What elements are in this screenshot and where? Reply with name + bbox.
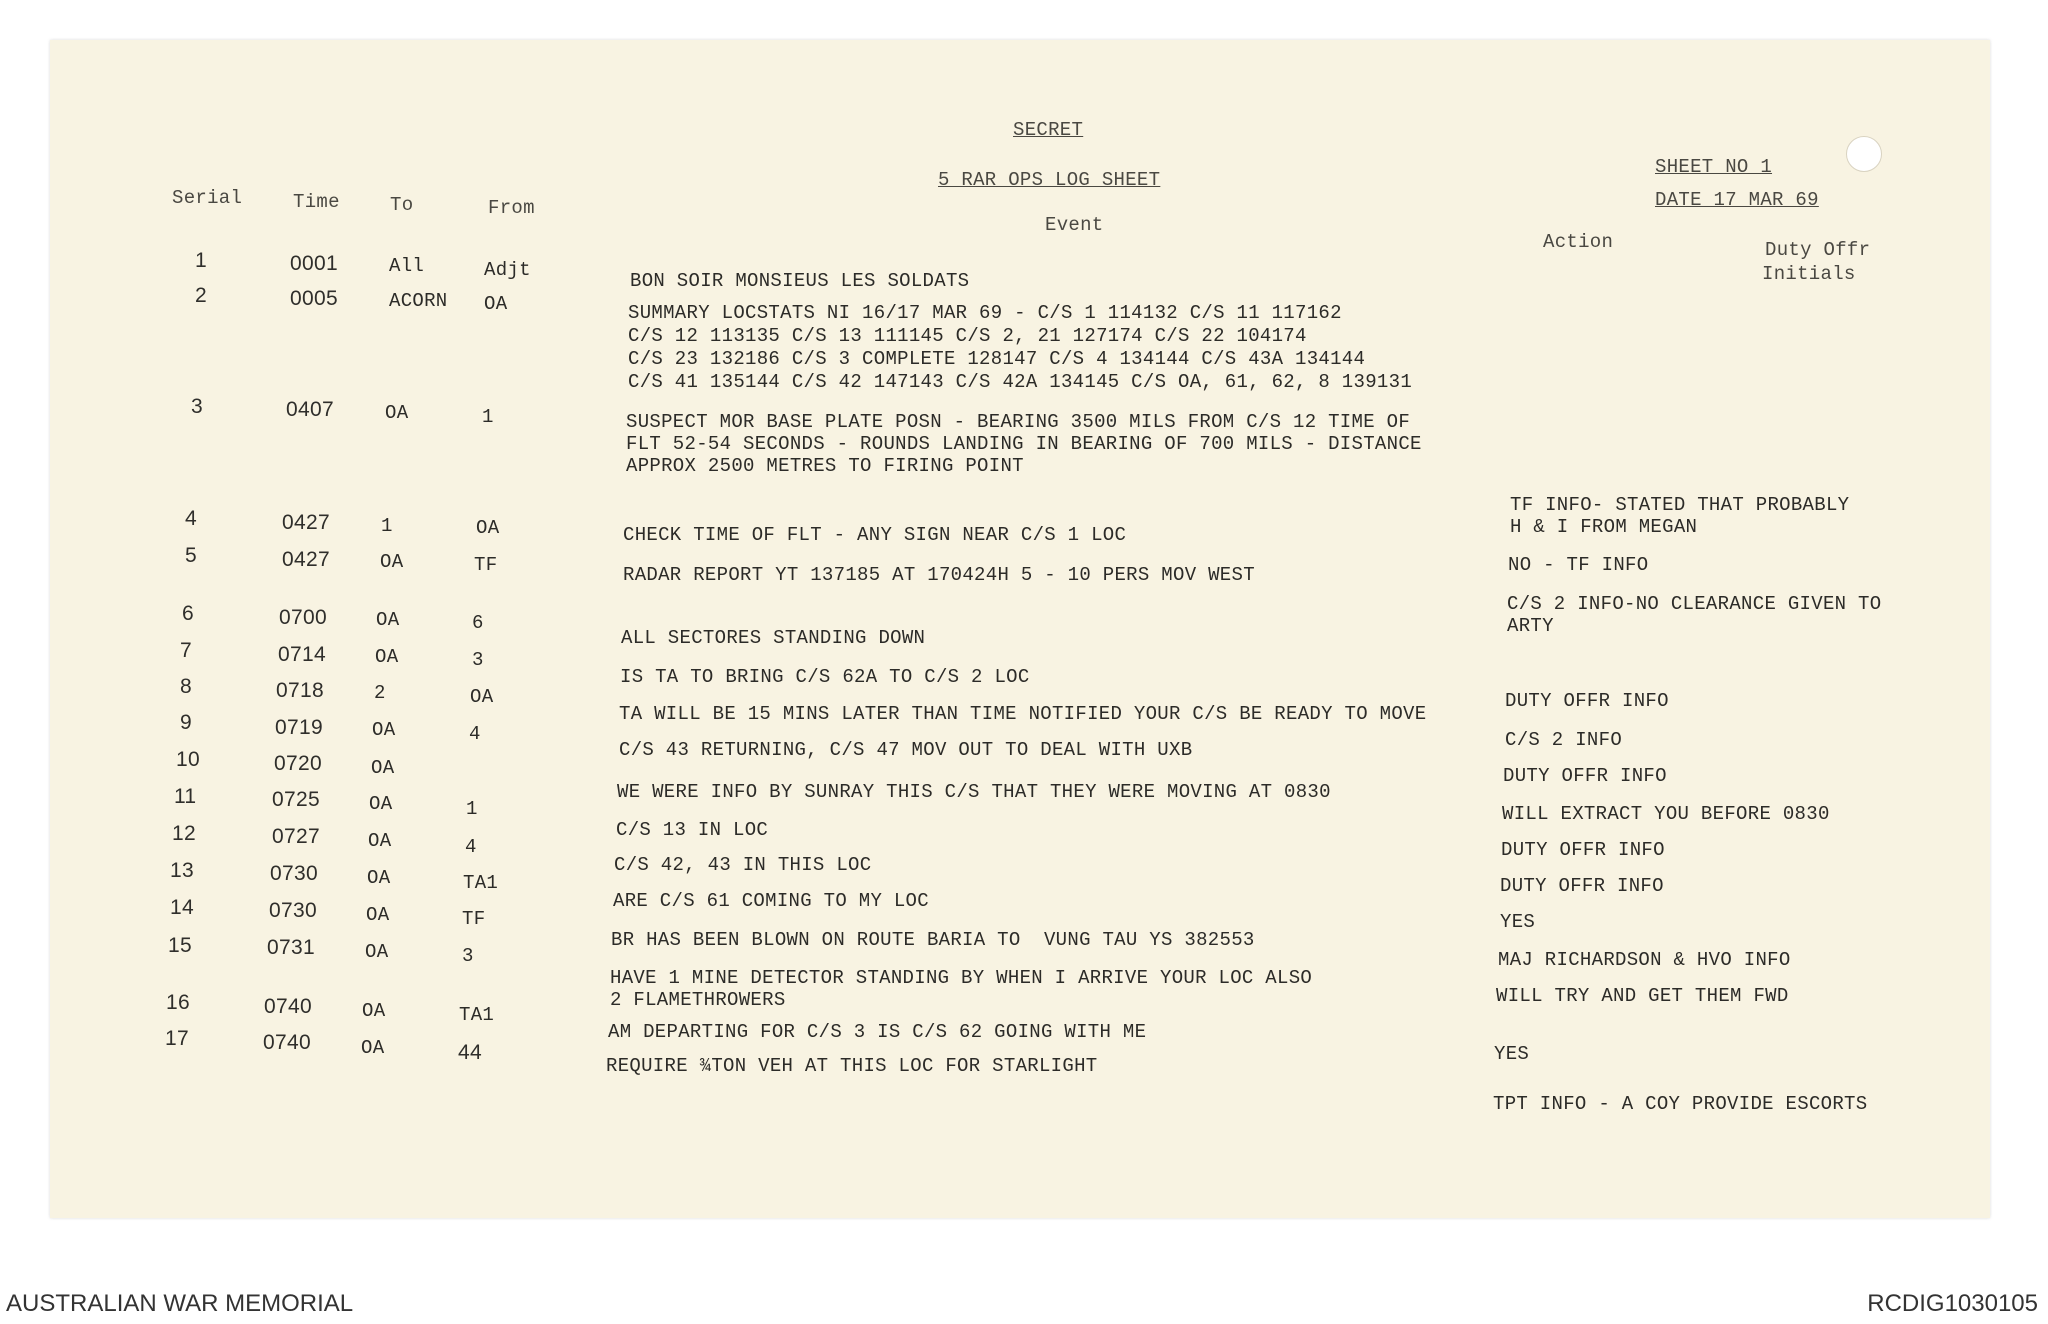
row-time: 0714 — [278, 643, 326, 666]
row-serial: 11 — [174, 785, 197, 808]
row-action-line: DUTY OFFR INFO — [1501, 839, 1665, 861]
row-time: 0740 — [263, 1031, 311, 1054]
row-event-line: C/S 13 IN LOC — [616, 819, 769, 841]
row-event-line: IS TA TO BRING C/S 62A TO C/S 2 LOC — [620, 666, 1030, 688]
column-heading-action: Action — [1543, 231, 1614, 253]
row-time: 0005 — [290, 287, 338, 310]
row-event — [606, 1055, 1098, 1119]
row-event-line: ARE C/S 61 COMING TO MY LOC — [613, 890, 929, 912]
row-action-line: C/S 2 INFO-NO CLEARANCE GIVEN TO — [1507, 593, 1882, 615]
row-to: OA — [385, 402, 409, 424]
row-action — [1493, 1093, 1868, 1157]
row-action-line: WILL TRY AND GET THEM FWD — [1496, 985, 1789, 1007]
row-from: 4 — [469, 723, 481, 745]
row-action-line: MAJ RICHARDSON & HVO INFO — [1498, 949, 1791, 971]
row-from: 1 — [482, 406, 494, 428]
row-action — [1496, 985, 1789, 1049]
column-heading-event: Event — [1045, 214, 1104, 236]
row-from: OA — [484, 293, 508, 315]
row-to: OA — [380, 551, 404, 573]
punch-hole — [1846, 136, 1882, 172]
column-heading-initials-line-1: Duty Offr — [1765, 239, 1871, 261]
row-to: OA — [372, 719, 396, 741]
row-time: 0730 — [269, 899, 317, 922]
row-action-line: H & I FROM MEGAN — [1510, 516, 1698, 538]
row-serial: 16 — [166, 991, 190, 1014]
row-event-line: AM DEPARTING FOR C/S 3 IS C/S 62 GOING WITH ME — [608, 1021, 1147, 1043]
sheet-date: DATE 17 MAR 69 — [1655, 189, 1819, 211]
row-time: 0727 — [272, 825, 320, 848]
row-event-line: C/S 43 RETURNING, C/S 47 MOV OUT TO DEAL WITH UXB — [619, 739, 1193, 761]
document-title: 5 RAR OPS LOG SHEET — [938, 169, 1161, 191]
row-from: TA1 — [463, 872, 499, 894]
row-to: 1 — [381, 515, 393, 537]
row-action-line: TPT INFO - A COY PROVIDE ESCORTS — [1493, 1093, 1868, 1115]
row-serial: 3 — [191, 395, 203, 418]
row-action-line: C/S 2 INFO — [1505, 729, 1623, 751]
row-serial: 9 — [180, 711, 192, 734]
row-time: 0700 — [279, 606, 327, 629]
row-time: 0725 — [272, 788, 320, 811]
row-event-line: HAVE 1 MINE DETECTOR STANDING BY WHEN I ARRIVE YOUR LOC ALSO — [610, 967, 1313, 989]
row-time: 0720 — [274, 752, 322, 775]
row-serial: 8 — [180, 675, 192, 698]
row-event — [626, 411, 1422, 517]
row-event-line: BON SOIR MONSIEUS LES SOLDATS — [630, 270, 970, 292]
row-event — [623, 564, 1255, 628]
row-from: OA — [476, 517, 500, 539]
row-event-line: APPROX 2500 METRES TO FIRING POINT — [626, 455, 1024, 477]
row-from: 1 — [466, 798, 478, 820]
row-action-line: YES — [1500, 911, 1536, 933]
row-event-line: C/S 42, 43 IN THIS LOC — [614, 854, 872, 876]
row-to: OA — [369, 793, 393, 815]
row-from: 44 — [458, 1041, 482, 1064]
row-time: 0407 — [286, 398, 334, 421]
row-event-line: C/S 12 113135 C/S 13 111145 C/S 2, 21 127174 C/S 22 104174 — [628, 325, 1307, 347]
row-action-line: DUTY OFFR INFO — [1503, 765, 1667, 787]
document-sheet — [50, 40, 1990, 1218]
row-time: 0730 — [270, 862, 318, 885]
row-serial: 10 — [176, 748, 200, 771]
row-serial: 7 — [180, 639, 192, 662]
row-serial: 17 — [165, 1027, 189, 1050]
column-heading-initials-line-2: Initials — [1762, 263, 1856, 285]
row-time: 0719 — [275, 716, 323, 739]
row-from: 4 — [465, 836, 477, 858]
row-serial: 13 — [170, 859, 194, 882]
row-from: TF — [474, 554, 498, 576]
row-to: OA — [367, 867, 391, 889]
column-heading-time: Time — [293, 191, 340, 213]
row-action-line: YES — [1494, 1043, 1530, 1065]
row-from: TF — [462, 908, 486, 930]
row-to: OA — [362, 1000, 386, 1022]
row-serial: 14 — [170, 896, 194, 919]
row-event-line: WE WERE INFO BY SUNRAY THIS C/S THAT THEY WERE MOVING AT 0830 — [617, 781, 1331, 803]
row-event-line: TA WILL BE 15 MINS LATER THAN TIME NOTIFIED YOUR C/S BE READY TO MOVE — [619, 703, 1427, 725]
row-event-line: REQUIRE ¾TON VEH AT THIS LOC FOR STARLIGHT — [606, 1055, 1098, 1077]
row-time: 0718 — [276, 679, 324, 702]
row-serial: 6 — [182, 602, 194, 625]
classification-marking: SECRET — [1013, 119, 1084, 141]
row-event-line: FLT 52-54 SECONDS - ROUNDS LANDING IN BEARING OF 700 MILS - DISTANCE — [626, 433, 1422, 455]
row-to: OA — [371, 757, 395, 779]
row-event-line: SUSPECT MOR BASE PLATE POSN - BEARING 3500 MILS FROM C/S 12 TIME OF — [626, 411, 1411, 433]
row-to: OA — [376, 609, 400, 631]
row-time: 0427 — [282, 511, 330, 534]
row-action-line: ARTY — [1507, 615, 1554, 637]
row-to: OA — [375, 646, 399, 668]
row-event-line: RADAR REPORT YT 137185 AT 170424H 5 - 10 PERS MOV WEST — [623, 564, 1255, 586]
row-to: OA — [368, 830, 392, 852]
row-event-line: C/S 41 135144 C/S 42 147143 C/S 42A 134145 C/S OA, 61, 62, 8 139131 — [628, 371, 1413, 393]
row-event-line: C/S 23 132186 C/S 3 COMPLETE 128147 C/S 4 134144 C/S 43A 134144 — [628, 348, 1366, 370]
row-action-line: NO - TF INFO — [1508, 554, 1649, 576]
row-action-line: WILL EXTRACT YOU BEFORE 0830 — [1502, 803, 1830, 825]
sheet-number: SHEET NO 1 — [1655, 156, 1773, 178]
row-to: ACORN — [389, 290, 448, 312]
row-to: 2 — [374, 682, 386, 704]
row-action-line: TF INFO- STATED THAT PROBABLY — [1510, 494, 1850, 516]
row-event-line: BR HAS BEEN BLOWN ON ROUTE BARIA TO VUNG TAU YS 382553 — [611, 929, 1255, 951]
row-time: 0740 — [264, 995, 312, 1018]
row-serial: 1 — [195, 249, 207, 272]
row-from: Adjt — [484, 259, 531, 281]
column-heading-serial: Serial — [172, 187, 243, 209]
archive-reference: RCDIG1030105 — [1867, 1290, 2038, 1317]
archive-credit: AUSTRALIAN WAR MEMORIAL — [6, 1290, 354, 1317]
row-to: OA — [365, 941, 389, 963]
row-from: 3 — [472, 649, 484, 671]
row-event-line: SUMMARY LOCSTATS NI 16/17 MAR 69 - C/S 1 114132 C/S 11 117162 — [628, 302, 1342, 324]
row-from: 6 — [472, 612, 484, 634]
row-time: 0001 — [290, 252, 338, 275]
row-from: TA1 — [459, 1004, 495, 1026]
row-serial: 5 — [185, 544, 197, 567]
row-action — [1507, 593, 1882, 678]
row-action-line: DUTY OFFR INFO — [1505, 690, 1669, 712]
row-time: 0427 — [282, 548, 330, 571]
row-serial: 15 — [168, 934, 192, 957]
row-action-line: DUTY OFFR INFO — [1500, 875, 1664, 897]
column-heading-from: From — [488, 197, 535, 219]
row-to: OA — [366, 904, 390, 926]
row-to: OA — [361, 1037, 385, 1059]
column-heading-to: To — [390, 194, 414, 216]
row-serial: 12 — [172, 822, 196, 845]
row-serial: 4 — [185, 507, 197, 530]
row-from: 3 — [462, 945, 474, 967]
row-time: 0731 — [267, 936, 315, 959]
row-to: All — [389, 255, 425, 277]
row-serial: 2 — [195, 284, 207, 307]
row-from: OA — [470, 686, 494, 708]
row-event-line: 2 FLAMETHROWERS — [610, 989, 786, 1011]
row-event-line: ALL SECTORES STANDING DOWN — [621, 627, 926, 649]
row-event-line: CHECK TIME OF FLT - ANY SIGN NEAR C/S 1 LOC — [623, 524, 1127, 546]
